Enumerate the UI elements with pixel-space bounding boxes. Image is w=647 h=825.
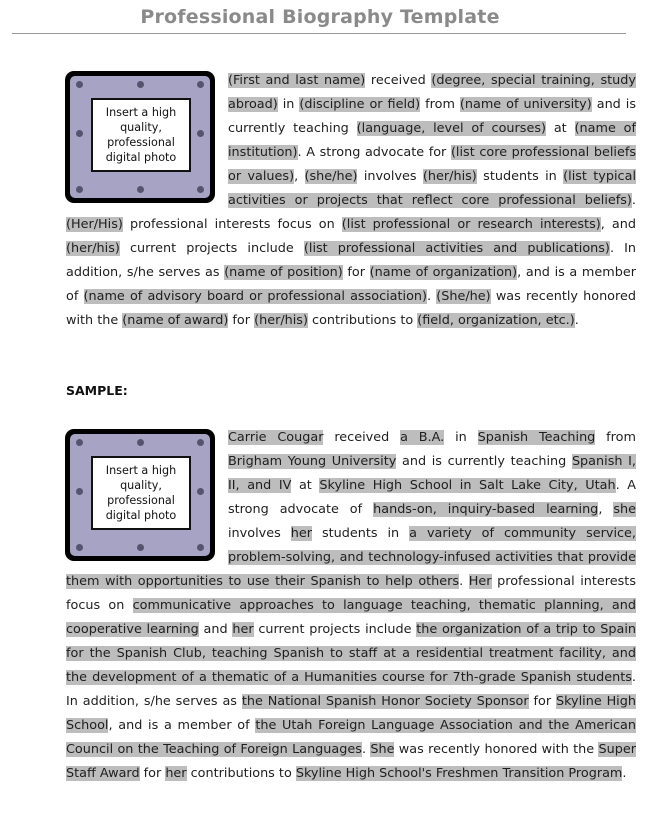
placeholder-field[interactable]: hands-on, inquiry-based learning	[373, 502, 599, 517]
placeholder-field[interactable]: (list typical activities or projects that reflect core professional beliefs)	[228, 169, 636, 208]
body-text: professional interests focus on	[66, 574, 636, 613]
body-text: professional interests focus on	[122, 217, 342, 232]
body-text: . A strong advocate of	[228, 478, 637, 517]
title-rule	[12, 33, 626, 34]
placeholder-field[interactable]: Skyline High School's Freshmen Transition Program	[295, 766, 623, 781]
placeholder-field[interactable]: (field, organization, etc.)	[417, 313, 575, 328]
body-text: and is currently teaching	[396, 454, 572, 469]
placeholder-field[interactable]: (discipline or field)	[299, 97, 421, 112]
placeholder-field[interactable]: Brigham Young University	[228, 454, 397, 469]
placeholder-field[interactable]: (her/his)	[422, 169, 477, 184]
body-text: .	[631, 193, 636, 208]
body-text: in	[277, 97, 300, 112]
placeholder-field[interactable]: (name of university)	[459, 97, 592, 112]
body-text: . In addition, s/he serves as	[66, 670, 636, 709]
body-text: . A strong advocate for	[297, 145, 451, 160]
placeholder-field[interactable]: (list core professional beliefs or values)	[228, 145, 636, 184]
body-text: for	[228, 313, 255, 328]
placeholder-field[interactable]: communicative approaches to language teaching, thematic planning, and cooperative learning	[66, 598, 636, 637]
body-text: for	[139, 766, 166, 781]
body-text: contributions to	[307, 313, 418, 328]
placeholder-field[interactable]: her	[290, 526, 312, 541]
body-text: received	[365, 73, 432, 88]
body-text: received	[323, 430, 401, 445]
body-text: and	[198, 622, 233, 637]
placeholder-field[interactable]: (list professional activities and publications)	[303, 241, 610, 256]
body-text: ,	[294, 169, 305, 184]
placeholder-field[interactable]: her	[232, 622, 254, 637]
placeholder-field[interactable]: Skyline High School in Salt Lake City, Utah	[319, 478, 616, 493]
placeholder-field[interactable]: Carrie Cougar	[228, 430, 324, 445]
photo-placeholder: Insert a high quality, professional digital photo	[91, 98, 191, 172]
body-text: from	[595, 430, 636, 445]
body-text: involves	[228, 526, 291, 541]
placeholder-field[interactable]: the organization of a trip to Spain for the Spanish Club, teaching Spanish to staff at a residential treatment facility, and the development of a thematic of a Humanities course for 7th-grade Spanish students	[66, 622, 636, 685]
placeholder-field[interactable]: a B.A.	[400, 430, 445, 445]
body-text: . In addition, s/he serves as	[66, 241, 636, 280]
placeholder-field[interactable]: the National Spanish Honor Society Sponsor	[241, 694, 529, 709]
placeholder-field[interactable]: Skyline High School	[66, 694, 636, 733]
body-text: was recently honored with the	[66, 289, 636, 328]
placeholder-field[interactable]: (she/he)	[304, 169, 358, 184]
placeholder-field[interactable]: (list professional or research interests)	[341, 217, 601, 232]
placeholder-field[interactable]: (First and last name)	[228, 73, 366, 88]
placeholder-field[interactable]: her	[165, 766, 187, 781]
placeholder-field[interactable]: (name of position)	[224, 265, 343, 280]
body-text: , and	[600, 217, 636, 232]
body-text: involves	[357, 169, 423, 184]
placeholder-field[interactable]: (degree, special training, study abroad)	[228, 73, 636, 112]
body-text: from	[420, 97, 460, 112]
body-text: .	[622, 766, 627, 781]
placeholder-field[interactable]: (Her/His)	[66, 217, 123, 232]
body-text: at	[546, 121, 575, 136]
body-text: current projects include	[253, 622, 417, 637]
body-text: .	[459, 574, 469, 589]
placeholder-field[interactable]: Spanish I, II, and IV	[228, 454, 636, 493]
placeholder-field[interactable]: Her	[468, 574, 492, 589]
placeholder-field[interactable]: (name of award)	[122, 313, 229, 328]
sample-label: SAMPLE:	[66, 383, 128, 398]
placeholder-field[interactable]: (language, level of courses)	[356, 121, 546, 136]
body-text: , and is a member of	[108, 718, 256, 733]
placeholder-field[interactable]: Spanish Teaching	[477, 430, 596, 445]
body-text: students in	[476, 169, 564, 184]
body-text: .	[574, 313, 579, 328]
body-text: in	[444, 430, 478, 445]
sample-paragraph	[66, 426, 636, 786]
placeholder-field[interactable]: (her/his)	[66, 241, 120, 256]
placeholder-field[interactable]: she	[613, 502, 637, 517]
body-text: for	[342, 265, 370, 280]
document-title: Professional Biography Template	[140, 6, 500, 28]
body-text: , and is a member of	[66, 265, 636, 304]
photo-placeholder: Insert a high quality, professional digital photo	[91, 456, 191, 530]
photo-spacer	[66, 69, 228, 213]
body-text: .	[361, 742, 371, 757]
body-text: students in	[311, 526, 410, 541]
body-text: for	[528, 694, 556, 709]
placeholder-field[interactable]: Super Staff Award	[66, 742, 636, 781]
template-paragraph	[66, 69, 636, 333]
body-text: and is currently teaching	[228, 97, 636, 136]
placeholder-field[interactable]: She	[370, 742, 395, 757]
photo-spacer	[66, 426, 228, 570]
body-text: was recently honored with the	[394, 742, 599, 757]
body-text: current projects include	[119, 241, 304, 256]
placeholder-field[interactable]: (name of organization)	[369, 265, 518, 280]
placeholder-field[interactable]: the Utah Foreign Language Association and the American Council on the Teaching of Foreign Languages	[66, 718, 636, 757]
body-text: ,	[598, 502, 614, 517]
body-text: contributions to	[186, 766, 296, 781]
placeholder-field[interactable]: (She/he)	[436, 289, 491, 304]
body-text: .	[427, 289, 437, 304]
body-text: at	[291, 478, 320, 493]
placeholder-field[interactable]: (her/his)	[254, 313, 308, 328]
placeholder-field[interactable]: a variety of community service, problem-solving, and technology-infused activities that provide them with opportunities to use their Spanish to help others	[66, 526, 636, 589]
placeholder-field[interactable]: (name of institution)	[228, 121, 637, 160]
placeholder-field[interactable]: (name of advisory board or professional association)	[83, 289, 428, 304]
